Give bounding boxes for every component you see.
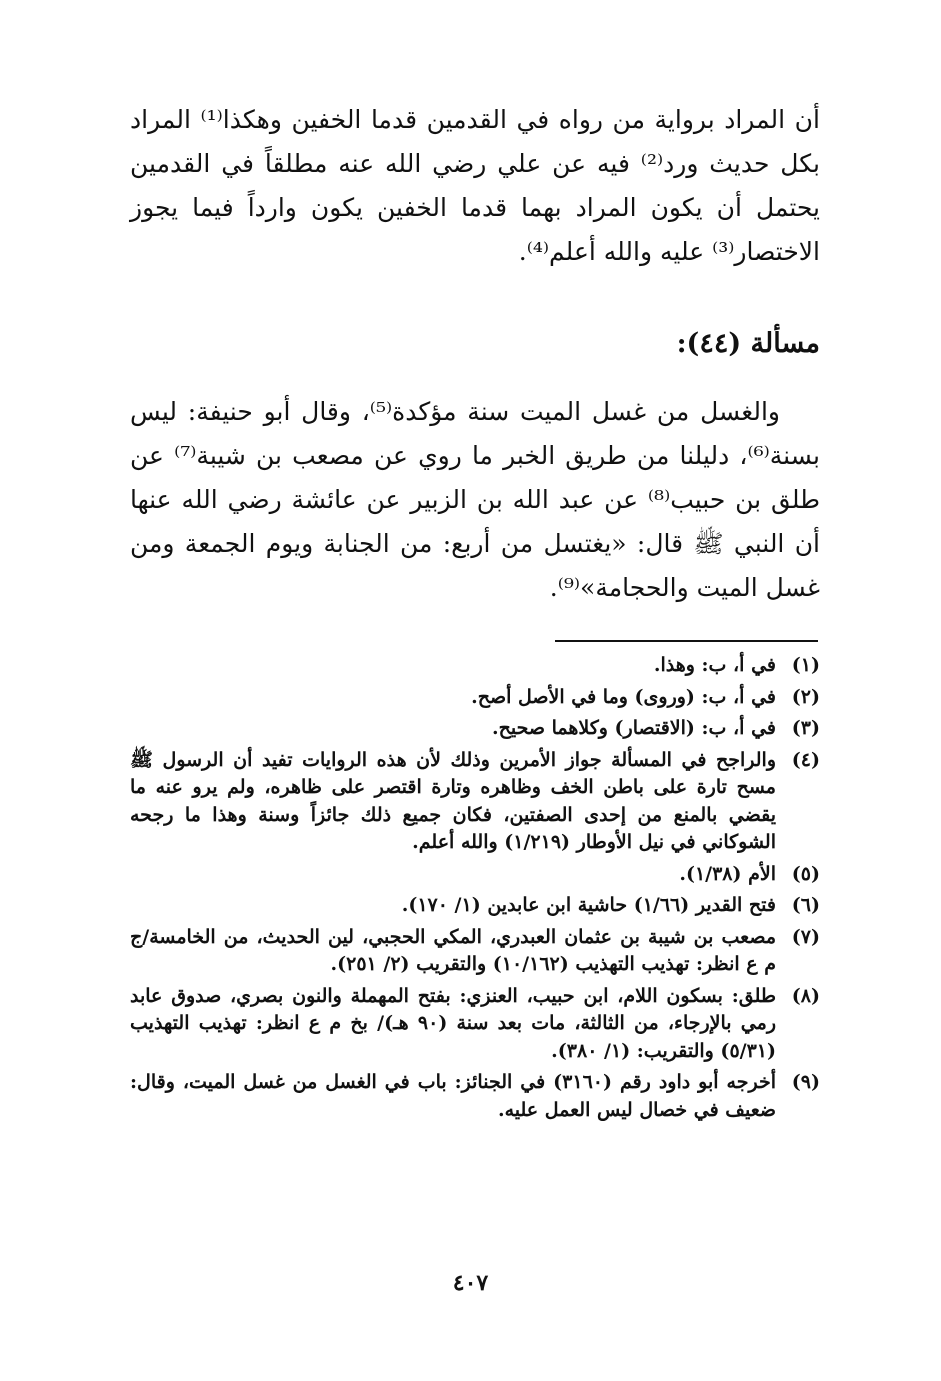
- footnote: [130, 747, 820, 857]
- footnote-number: (٢): [791, 685, 820, 708]
- footnotes: [130, 652, 820, 1128]
- footnote: [130, 892, 820, 920]
- footnote-number: (٩): [791, 1071, 820, 1093]
- paragraph-2: والغسل من غسل الميت سنة مؤكدة⁽⁵⁾، وقال أبو حنيفة: ليس بسنة⁽⁶⁾، دليلنا من طريق الخبر ما روي عن مصعب بن شيبة⁽⁷⁾ عن طلق بن حبيب⁽⁸⁾ عن عبد الله بن الزبير عن عائشة رضي الله عنها أن النبي ﷺ قال: «يغتسل من أربع: من الجنابة ويوم الجمعة ومن غسل الميت والحجامة»⁽⁹⁾.: [130, 397, 820, 602]
- body-text-upper: [130, 98, 820, 274]
- footnote-text: أخرجه أبو داود رقم (٣١٦٠) في الجنائز: باب في الغسل من غسل الميت، وقال: ضعيف في خصال ليس العمل عليه.: [130, 1071, 776, 1121]
- footnote: [130, 983, 820, 1066]
- footnote: [130, 715, 820, 743]
- footnote-number: (٦): [791, 894, 820, 916]
- page-number: ٤٠٧: [452, 1270, 489, 1296]
- footnote-number: (٨): [791, 984, 820, 1007]
- footnote-text: في أ، ب: (الاقتصار) وكلاهما صحيح.: [491, 717, 776, 739]
- footnote-text: الأم (١/٣٨).: [679, 862, 776, 885]
- footnote-separator: [555, 640, 818, 642]
- footnote: [130, 924, 820, 979]
- footnote-number: (٤): [791, 748, 820, 771]
- footnote-text: والراجح في المسألة جواز الأمرين وذلك لأن هذه الروايات تفيد أن الرسول ﷺ مسح تارة على باطن الخف وظاهره وتارة اقتصر على ظاهره، ولم يرو عنه ما يقضي بالمنع من إحدى الصفتين، فكان جميع ذلك جائزاً وسنة وهذا ما رجحه الشوكاني في نيل الأوطار (١/٢١٩) والله أعلم.: [130, 748, 776, 853]
- footnote-number: (٧): [791, 925, 820, 948]
- footnote-number: (٣): [791, 717, 820, 739]
- footnote-number: (٥): [791, 862, 820, 885]
- footnote: [130, 684, 820, 712]
- footnote-text: في أ، ب: وهذا.: [653, 654, 776, 676]
- footnote: [130, 861, 820, 889]
- footnote-text: فتح القدير (١/٦٦) حاشية ابن عابدين (١/ ١٧٠).: [401, 894, 776, 916]
- paragraph-1: أن المراد برواية من رواه في القدمين قدما الخفين وهكذا⁽¹⁾ المراد بكل حديث ورد⁽²⁾ فيه عن علي رضي الله عنه مطلقاً في القدمين يحتمل أن يكون المراد بهما قدما الخفين يكون وارداً فيما يجوز الاختصار⁽³⁾ عليه والله أعلم⁽⁴⁾.: [130, 105, 820, 266]
- footnote: [130, 1069, 820, 1124]
- footnote-text: طلق: بسكون اللام، ابن حبيب، العنزي: بفتح المهملة والنون بصري، صدوق عابد رمي بالإرجاء، من الثالثة، مات بعد سنة (٩٠ هـ)/ بخ م ع انظر: تهذيب التهذيب (٥/٣١) والتقريب: (١/ ٣٨٠).: [130, 984, 776, 1062]
- footnote: [130, 652, 820, 680]
- footnote-text: مصعب بن شيبة بن عثمان العبدري، المكي الحجبي، لين الحديث، من الخامسة/ج م ع انظر: تهذيب التهذيب (١٠/١٦٢) والتقريب (٢/ ٢٥١).: [130, 925, 776, 975]
- body-text-lower: [130, 390, 820, 610]
- footnote-text: في أ، ب: (وروى) وما في الأصل أصح.: [471, 685, 776, 708]
- section-heading: مسألة (٤٤):: [676, 328, 820, 359]
- footnote-number: (١): [791, 654, 820, 676]
